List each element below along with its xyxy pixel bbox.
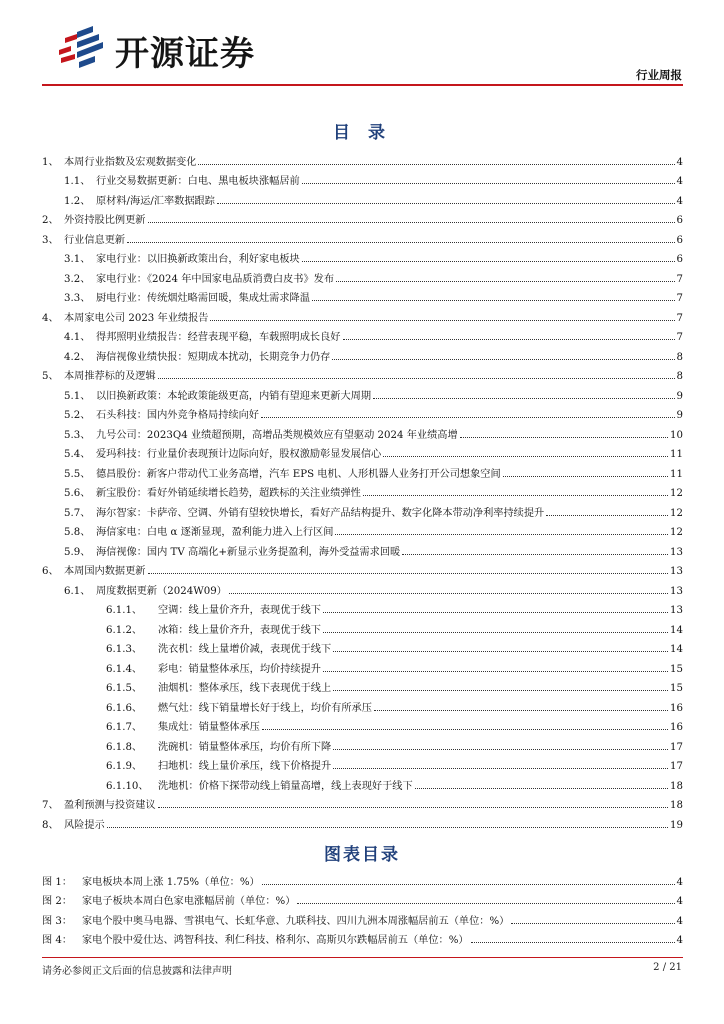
- toc-leader-dots: [302, 183, 675, 184]
- toc-entry-number: 图 1：: [42, 876, 73, 888]
- toc-entry-number: 3、: [42, 234, 59, 246]
- toc-entry-page: 7: [676, 332, 683, 343]
- toc-leader-dots: [158, 807, 668, 808]
- toc-leader-dots: [148, 573, 669, 574]
- toc-entry[interactable]: [42, 499, 683, 519]
- toc-entry[interactable]: [42, 714, 683, 734]
- toc-entry[interactable]: [42, 187, 683, 207]
- brand-name: 开源证券: [115, 34, 255, 74]
- toc-leader-dots: [312, 300, 675, 301]
- toc-entry-text: 扫地机：线上量价承压，线下价格提升: [158, 761, 332, 772]
- toc-entry-number: 6.1.7、: [106, 722, 143, 733]
- toc-leader-dots: [158, 378, 675, 379]
- footer-disclaimer: 请务必参阅正文后面的信息披露和法律声明: [42, 966, 232, 977]
- figures-toc-title: 图表目录: [324, 845, 400, 865]
- toc-leader-dots: [363, 495, 668, 496]
- toc-entry[interactable]: [42, 246, 683, 266]
- toc-entry[interactable]: [42, 733, 683, 753]
- toc-entry[interactable]: [42, 675, 683, 695]
- toc-entry-page: 13: [670, 585, 683, 597]
- toc-entry-text: 海信家电：白电 α 逐渐显现，盈利能力进入上行区间: [96, 527, 334, 538]
- toc-leader-dots: [297, 903, 674, 904]
- toc-entry-page: 8: [676, 371, 683, 382]
- toc-leader-dots: [323, 612, 668, 613]
- toc-entry-text: 本周行业指数及宏观数据变化: [64, 156, 197, 168]
- toc-leader-dots: [333, 768, 668, 769]
- toc-entry-number: 8、: [42, 819, 59, 831]
- toc-entry-text: 德昌股份：新客户带动代工业务高增，汽车 EPS 电机、人形机器人业务打开公司想象空间: [96, 468, 501, 480]
- toc-leader-dots: [127, 242, 674, 243]
- toc-entry-number: 图 2：: [42, 896, 73, 907]
- toc-entry-text: 新宝股份：看好外销延续增长趋势，超跌标的关注业绩弹性: [96, 488, 361, 499]
- toc-entry-page: 7: [676, 293, 683, 304]
- toc-entry-number: 6.1.3、: [106, 644, 143, 655]
- toc-entry-text: 集成灶：销量整体承压: [158, 722, 260, 733]
- toc-entry-text: 家电行业：《2024 年中国家电品质消费白皮书》发布: [96, 273, 334, 285]
- toc-leader-dots: [511, 923, 674, 924]
- header-divider: [42, 84, 683, 86]
- toc-leader-dots: [261, 417, 675, 418]
- toc-leader-dots: [383, 456, 668, 457]
- toc-entry-text: 家电板块本周上涨 1.75%（单位：%）: [82, 876, 260, 888]
- toc-entry-number: 5.1、: [64, 390, 91, 402]
- toc-entry-page: 18: [670, 800, 683, 811]
- toc-entry-text: 家电行业：以旧换新政策出台，利好家电板块: [96, 254, 300, 265]
- toc-entry-page: 15: [670, 663, 683, 675]
- toc-entry-page: 9: [676, 390, 683, 402]
- toc-title: 目 录: [333, 123, 391, 143]
- toc-entry-page: 13: [670, 566, 683, 577]
- toc-entry-text: 盈利预测与投资建议: [64, 800, 156, 811]
- toc-entry-page: 17: [670, 741, 683, 753]
- toc-entry-number: 6.1.4、: [106, 663, 143, 675]
- toc-entry-number: 5.5、: [64, 468, 91, 480]
- toc-entry-text: 海尔智家：卡萨帝、空调、外销有望较快增长，看好产品结构提升、数字化降本带动净利率持续提升: [96, 507, 545, 519]
- toc-entry-number: 5、: [42, 371, 59, 382]
- toc-entry-page: 8: [676, 351, 683, 363]
- table-of-contents: [42, 148, 683, 831]
- toc-leader-dots: [373, 398, 674, 399]
- toc-entry-page: 19: [670, 819, 683, 831]
- toc-entry-text: 本周国内数据更新: [64, 566, 146, 577]
- toc-entry-page: 6: [676, 234, 683, 246]
- figure-toc-entry[interactable]: [42, 907, 683, 927]
- toc-entry-number: 1.1、: [64, 176, 91, 187]
- toc-entry[interactable]: [42, 265, 683, 285]
- toc-entry-page: 11: [670, 468, 683, 480]
- toc-leader-dots: [335, 534, 668, 535]
- toc-leader-dots: [415, 788, 668, 789]
- toc-entry[interactable]: [42, 382, 683, 402]
- toc-entry[interactable]: [42, 616, 683, 636]
- toc-leader-dots: [402, 554, 668, 555]
- toc-entry-number: 5.8、: [64, 527, 91, 538]
- toc-entry[interactable]: [42, 558, 683, 578]
- toc-entry-number: 5.2、: [64, 410, 91, 421]
- toc-entry[interactable]: [42, 636, 683, 656]
- toc-leader-dots: [217, 203, 675, 204]
- toc-entry[interactable]: [42, 421, 683, 441]
- toc-entry[interactable]: [42, 538, 683, 558]
- toc-leader-dots: [333, 651, 668, 652]
- toc-entry[interactable]: [42, 207, 683, 227]
- toc-entry-page: 12: [670, 527, 683, 538]
- toc-entry-page: 6: [676, 254, 683, 265]
- toc-leader-dots: [210, 320, 674, 321]
- toc-entry-page: 4: [676, 896, 683, 907]
- toc-leader-dots: [262, 729, 668, 730]
- toc-leader-dots: [323, 632, 668, 633]
- toc-entry-text: 家电个股中爱仕达、鸿智科技、利仁科技、格利尔、高斯贝尔跌幅居前五（单位：%）: [82, 935, 469, 946]
- toc-entry-page: 4: [676, 156, 683, 168]
- toc-entry-number: 6.1.10、: [106, 780, 149, 792]
- toc-leader-dots: [262, 884, 675, 885]
- toc-entry-text: 洗衣机：线上量增价减，表现优于线下: [158, 644, 332, 655]
- toc-entry-page: 14: [670, 624, 683, 636]
- toc-entry-text: 得邦照明业绩报告：经营表现平稳，车载照明成长良好: [96, 332, 341, 343]
- toc-entry-number: 4.2、: [64, 351, 91, 363]
- toc-entry-text: 洗地机：价格下探带动线上销量高增，线上表现好于线下: [158, 780, 413, 792]
- toc-entry[interactable]: [42, 148, 683, 168]
- toc-entry-number: 5.4、: [64, 449, 91, 460]
- toc-entry-number: 6.1.6、: [106, 702, 143, 714]
- toc-entry-page: 13: [670, 605, 683, 616]
- toc-entry[interactable]: [42, 363, 683, 383]
- toc-entry-page: 11: [670, 449, 683, 460]
- toc-entry-page: 4: [676, 195, 683, 207]
- toc-entry-number: 6.1.2、: [106, 624, 143, 636]
- toc-entry-text: 冰箱：线上量价齐升，表现优于线下: [158, 624, 321, 636]
- toc-entry-page: 6: [676, 215, 683, 226]
- toc-entry-number: 6.1.9、: [106, 761, 143, 772]
- toc-entry-number: 5.3、: [64, 429, 91, 441]
- toc-entry-text: 石头科技：国内外竞争格局持续向好: [96, 410, 259, 421]
- logo-mark-icon: [55, 20, 111, 70]
- toc-entry-text: 空调：线上量价齐升，表现优于线下: [158, 605, 321, 616]
- toc-entry-page: 14: [670, 644, 683, 655]
- toc-entry[interactable]: [42, 304, 683, 324]
- figure-toc-entry[interactable]: [42, 888, 683, 908]
- toc-entry-page: 13: [670, 546, 683, 558]
- toc-entry-text: 海信视像：国内 TV 高端化+新显示业务提盈利，海外受益需求回暖: [96, 546, 401, 558]
- page-number: 2 / 21: [653, 962, 682, 973]
- toc-leader-dots: [333, 690, 668, 691]
- toc-entry-number: 图 3：: [42, 915, 73, 927]
- toc-entry-page: 4: [676, 876, 683, 888]
- toc-entry-number: 3.3、: [64, 293, 91, 304]
- toc-entry[interactable]: [42, 655, 683, 675]
- toc-entry-number: 图 4：: [42, 935, 73, 946]
- toc-entry-number: 1、: [42, 156, 59, 168]
- toc-entry-number: 5.6、: [64, 488, 91, 499]
- toc-entry-text: 家电个股中奥马电器、雪祺电气、长虹华意、九联科技、四川九洲本周涨幅居前五（单位：%）: [82, 915, 510, 927]
- toc-entry-number: 1.2、: [64, 195, 91, 207]
- figures-table-of-contents: [42, 868, 683, 946]
- toc-leader-dots: [229, 593, 668, 594]
- toc-entry-number: 4.1、: [64, 332, 91, 343]
- toc-leader-dots: [107, 827, 668, 828]
- toc-entry[interactable]: [42, 597, 683, 617]
- toc-entry[interactable]: [42, 285, 683, 305]
- report-type-label: 行业周报: [636, 68, 682, 82]
- toc-entry-page: 4: [676, 915, 683, 927]
- toc-entry-number: 5.7、: [64, 507, 91, 519]
- toc-entry-number: 6.1、: [64, 585, 91, 597]
- toc-entry-page: 17: [670, 761, 683, 772]
- toc-entry[interactable]: [42, 168, 683, 188]
- toc-entry[interactable]: [42, 792, 683, 812]
- toc-leader-dots: [148, 222, 675, 223]
- figure-toc-entry[interactable]: [42, 868, 683, 888]
- toc-entry-number: 3.2、: [64, 273, 91, 285]
- toc-entry-page: 4: [676, 176, 683, 187]
- toc-entry-text: 油烟机：整体承压，线下表现优于线上: [158, 683, 332, 694]
- toc-entry[interactable]: [42, 226, 683, 246]
- toc-entry[interactable]: [42, 402, 683, 422]
- toc-entry[interactable]: [42, 480, 683, 500]
- toc-entry[interactable]: [42, 441, 683, 461]
- footer-divider: [42, 957, 683, 958]
- toc-entry-page: 12: [670, 507, 683, 519]
- toc-entry[interactable]: [42, 577, 683, 597]
- toc-leader-dots: [546, 515, 668, 516]
- toc-entry-text: 厨电行业：传统烟灶略需回暖，集成灶需求降温: [96, 293, 310, 304]
- toc-entry-number: 7、: [42, 800, 59, 811]
- toc-entry-text: 外资持股比例更新: [64, 215, 146, 226]
- toc-leader-dots: [343, 339, 675, 340]
- brand-logo: [55, 20, 295, 74]
- toc-entry-page: 15: [670, 683, 683, 694]
- toc-entry-number: 6.1.8、: [106, 741, 143, 753]
- toc-entry-page: 10: [670, 429, 683, 441]
- toc-entry-text: 家电子板块本周白色家电涨幅居前（单位：%）: [82, 896, 296, 907]
- toc-entry-page: 16: [670, 722, 683, 733]
- toc-entry-page: 18: [670, 780, 683, 792]
- toc-leader-dots: [332, 359, 674, 360]
- toc-entry[interactable]: [42, 753, 683, 773]
- toc-entry-number: 6.1.5、: [106, 683, 143, 694]
- toc-entry-number: 4、: [42, 312, 59, 324]
- toc-entry-page: 16: [670, 702, 683, 714]
- toc-entry[interactable]: [42, 694, 683, 714]
- toc-leader-dots: [333, 749, 668, 750]
- toc-entry[interactable]: [42, 324, 683, 344]
- toc-entry-number: 5.9、: [64, 546, 91, 558]
- toc-leader-dots: [336, 281, 675, 282]
- toc-entry-text: 海信视像业绩快报：短期成本扰动，长期竞争力仍存: [96, 351, 331, 363]
- toc-entry-text: 洗碗机：销量整体承压，均价有所下降: [158, 741, 332, 753]
- toc-entry-text: 风险提示: [64, 819, 105, 831]
- toc-entry-text: 爱玛科技：行业量价表现预计边际向好，股权激励彰显发展信心: [96, 449, 382, 460]
- toc-entry-text: 周度数据更新（2024W09）: [96, 585, 227, 597]
- toc-entry[interactable]: [42, 772, 683, 792]
- toc-entry[interactable]: [42, 811, 683, 831]
- toc-entry[interactable]: [42, 343, 683, 363]
- toc-entry-text: 彩电：销量整体承压，均价持续提升: [158, 663, 321, 675]
- toc-entry-text: 燃气灶：线下销量增长好于线上，均价有所承压: [158, 702, 372, 714]
- toc-entry-text: 行业信息更新: [64, 234, 126, 246]
- toc-entry-number: 3.1、: [64, 254, 91, 265]
- toc-entry-text: 本周家电公司 2023 年业绩报告: [64, 312, 209, 324]
- toc-entry-number: 2、: [42, 215, 59, 226]
- toc-entry-page: 12: [670, 488, 683, 499]
- toc-entry[interactable]: [42, 460, 683, 480]
- toc-entry-page: 7: [676, 312, 683, 324]
- toc-entry-text: 本周推荐标的及逻辑: [64, 371, 156, 382]
- toc-entry-number: 6.1.1、: [106, 605, 143, 616]
- toc-entry-text: 原材料/海运/汇率数据跟踪: [96, 195, 215, 207]
- toc-entry-number: 6、: [42, 566, 59, 577]
- toc-leader-dots: [323, 671, 668, 672]
- toc-leader-dots: [503, 476, 668, 477]
- toc-leader-dots: [302, 261, 675, 262]
- toc-entry-page: 4: [676, 935, 683, 946]
- toc-entry-page: 7: [676, 273, 683, 285]
- toc-leader-dots: [460, 437, 668, 438]
- toc-entry-text: 行业交易数据更新：白电、黑电板块涨幅居前: [96, 176, 300, 187]
- toc-leader-dots: [471, 942, 675, 943]
- toc-entry-page: 9: [676, 410, 683, 421]
- page-header: [0, 0, 724, 95]
- toc-entry[interactable]: [42, 519, 683, 539]
- toc-leader-dots: [374, 710, 668, 711]
- figure-toc-entry[interactable]: [42, 927, 683, 947]
- toc-entry-text: 九号公司：2023Q4 业绩超预期，高增品类规模效应有望驱动 2024 年业绩高增: [96, 429, 458, 441]
- toc-leader-dots: [198, 164, 674, 165]
- toc-entry-text: 以旧换新政策：本轮政策能级更高，内销有望迎来更新大周期: [96, 390, 372, 402]
